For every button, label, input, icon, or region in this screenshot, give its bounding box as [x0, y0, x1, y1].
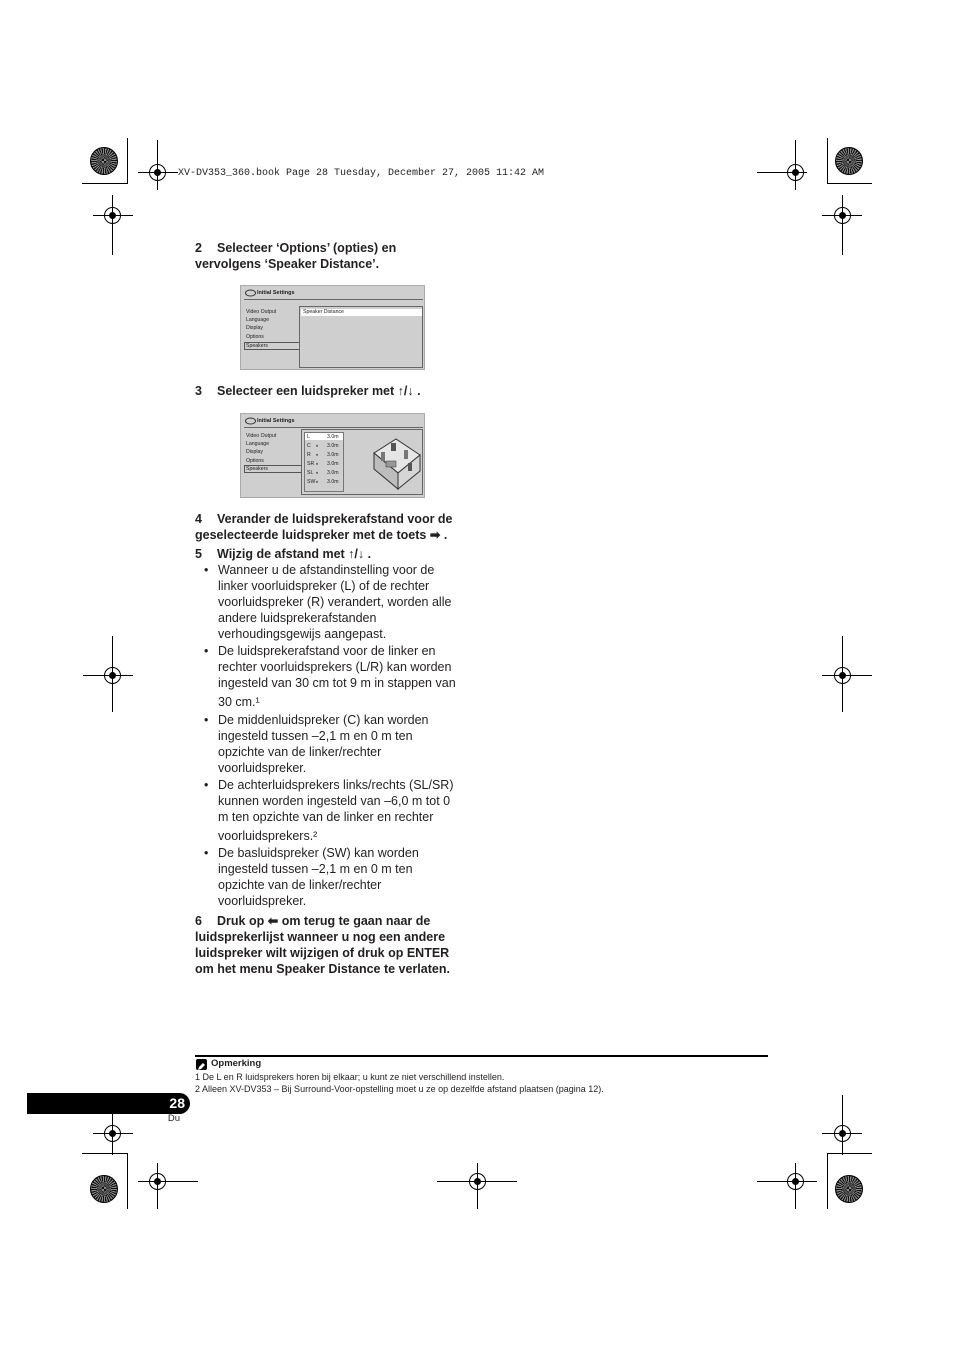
disc-icon	[245, 417, 256, 425]
up-down-arrow-icon: ↑/↓	[348, 547, 365, 561]
trim-line	[827, 1153, 828, 1209]
bullet-item: • De middenluidspreker (C) kan worden ingesteld tussen –2,1 m en 0 m ten opzichte van de linker/rechter voorluidspreker.	[204, 713, 429, 775]
step-4: 4 Verander de luidsprekerafstand voor de geselecteerde luidspreker met de toets ➡ .	[195, 512, 453, 542]
menu-item-speakers: Speakers	[246, 466, 268, 472]
left-arrow-icon: ⬅	[267, 914, 279, 928]
registration-sunburst-icon	[90, 1175, 118, 1203]
menu-item-options: Options	[246, 334, 264, 340]
right-arrow-icon: ➡	[429, 528, 441, 542]
page-number: 28	[169, 1095, 185, 1111]
step-6: 6 Druk op ⬅ om terug te gaan naar de luidsprekerlijst wanneer u nog een andere luidspreker wilt wijzigen of druk op ENTER om het menu Speaker Distance te verlaten.	[195, 914, 450, 976]
trim-line	[827, 183, 872, 184]
menu-item-video-output: Video Output	[246, 433, 277, 439]
menu-item-language: Language	[246, 317, 270, 323]
bullet-item: • De basluidspreker (SW) kan worden ingesteld tussen –2,1 m en 0 m ten opzichte van de linker/rechter voorluidspreker.	[204, 846, 419, 908]
trim-line	[827, 138, 828, 184]
bullet-item: • Wanneer u de afstandinstelling voor de linker voorluidspreker (L) of de rechter voorluidspreker (R) verandert, worden alle andere luidsprekerafstanden verhoudingsgewijs aangepast.	[204, 563, 452, 641]
registration-sunburst-icon	[835, 1175, 863, 1203]
up-down-small-icon: ♦	[316, 452, 319, 457]
up-down-small-icon: ♦	[316, 479, 319, 484]
menu-item-options: Options	[246, 458, 264, 464]
up-down-arrow-icon: ↑/↓	[397, 384, 414, 398]
registration-sunburst-icon	[835, 147, 863, 175]
screen-initial-settings-options	[240, 285, 425, 370]
screen-title: Initial Settings	[257, 418, 295, 424]
up-down-small-icon: ♦	[316, 443, 319, 448]
trim-line	[82, 1153, 127, 1154]
page-language: Du	[167, 1113, 180, 1124]
footnote-2: 2 Alleen XV-DV353 – Bij Surround-Voor-opstelling moet u ze op dezelfde afstand plaatsen (pagina 12).	[195, 1084, 604, 1094]
note-title: Opmerking	[211, 1058, 262, 1069]
trim-line	[827, 1153, 872, 1154]
up-down-small-icon: ♦	[316, 461, 319, 466]
step-2: 2 Selecteer ‘Options’ (opties) en vervolgens ‘Speaker Distance’.	[195, 241, 397, 271]
screen-title: Initial Settings	[257, 290, 295, 296]
trim-line	[127, 1153, 128, 1209]
screen-initial-settings-speakers: Initial Settings Video Output Language Display Options Speakers L 3.0m C ♦ 3.0m R ♦ 3.0m SR ♦ 3.0m SL ♦ 3.0m SW ♦ 3.0m	[240, 413, 425, 498]
menu-item-speakers: Speakers	[246, 343, 268, 349]
trim-line	[82, 183, 127, 184]
room-diagram-icon	[364, 433, 422, 491]
menu-item-video-output: Video Output	[246, 309, 277, 315]
disc-icon	[245, 289, 256, 297]
footnote-1: 1 De L en R luidsprekers horen bij elkaar; u kunt ze niet verschillend instellen.	[195, 1072, 505, 1082]
bullet-item: • De achterluidsprekers links/rechts (SL/SR) kunnen worden ingesteld van –6,0 m tot 0 m ten opzichte van de linker en rechter voorluidsprekers.²	[204, 778, 454, 843]
note-divider	[195, 1055, 768, 1057]
up-down-small-icon: ♦	[316, 470, 319, 475]
registration-sunburst-icon	[90, 147, 118, 175]
bullet-item: • De luidsprekerafstand voor de linker en rechter voorluidsprekers (L/R) kan worden ingesteld van 30 cm tot 9 m in stappen van 30 cm.¹	[204, 644, 456, 709]
note-pencil-icon	[196, 1059, 207, 1070]
menu-item-display: Display	[246, 325, 264, 331]
print-header: XV-DV353_360.book Page 28 Tuesday, December 27, 2005 11:42 AM	[178, 168, 545, 179]
menu-item-display: Display	[246, 449, 264, 455]
step-3: 3 Selecteer een luidspreker met ↑/↓ .	[195, 384, 421, 398]
step-5: 5 Wijzig de afstand met ↑/↓ .	[195, 547, 372, 561]
menu-item-language: Language	[246, 441, 270, 447]
trim-line	[127, 138, 128, 184]
option-speaker-distance: Speaker Distance	[303, 309, 344, 315]
